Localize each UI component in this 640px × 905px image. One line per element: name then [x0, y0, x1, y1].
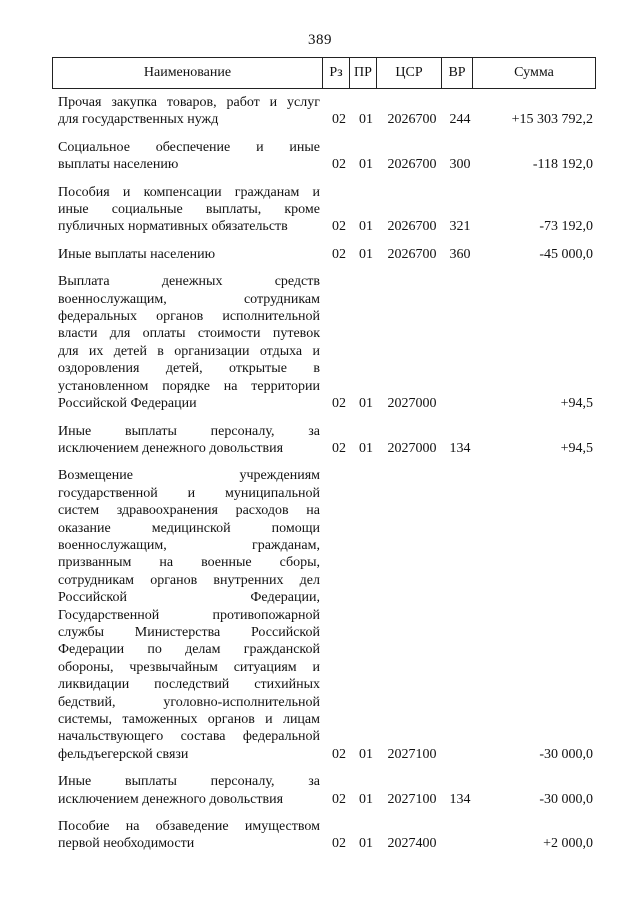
row-csr: 2026700 — [387, 112, 437, 128]
row-pr: 01 — [359, 791, 373, 807]
row-rz: 02 — [332, 746, 346, 762]
row-name-line: исключением денежного довольствия — [58, 791, 284, 807]
column-header-sum: Сумма — [473, 58, 596, 89]
row-pr: 01 — [359, 440, 373, 456]
table-row — [52, 423, 595, 458]
row-name-line: Социальное обеспечение и иные — [58, 139, 320, 155]
table-header — [52, 57, 596, 89]
row-sum: -118 192,0 — [532, 157, 593, 173]
row-csr: 2027000 — [387, 440, 437, 456]
column-header-pr: ПР — [350, 58, 377, 89]
row-name — [58, 773, 320, 808]
row-rz: 02 — [332, 157, 346, 173]
row-csr: 2026700 — [387, 246, 437, 262]
row-name-line: обороны, чрезвычайным ситуациям и — [58, 659, 320, 675]
row-name-line: выплаты населению — [58, 157, 179, 173]
row-sum: -30 000,0 — [539, 746, 593, 762]
row-vr: 134 — [449, 791, 471, 807]
row-sum: -45 000,0 — [539, 246, 593, 262]
row-vr: 134 — [449, 440, 471, 456]
row-name-line: Государственной противопожарной — [58, 607, 320, 623]
row-rz: 02 — [332, 396, 346, 412]
row-csr: 2027400 — [387, 836, 437, 852]
row-name — [58, 818, 320, 853]
row-rz: 02 — [332, 246, 346, 262]
row-pr: 01 — [359, 219, 373, 235]
row-name-line: Пособие на обзаведение имуществом — [58, 819, 320, 835]
row-name-line: власти для оплаты стоимости путевок — [58, 326, 320, 342]
table-row — [52, 273, 595, 412]
row-name-line: федеральных органов исполнительной — [58, 309, 320, 325]
row-name-line: Пособия и компенсации гражданам и — [58, 184, 320, 200]
row-name-line: систем здравоохранения расходов на — [58, 503, 320, 519]
column-header-name: Наименование — [53, 58, 323, 89]
column-header-rz: Рз — [323, 58, 350, 89]
row-rz: 02 — [332, 440, 346, 456]
row-name-line: оказание медицинской помощи — [58, 520, 320, 536]
row-name — [58, 467, 320, 763]
row-sum: +15 303 792,2 — [511, 112, 593, 128]
row-csr: 2027000 — [387, 396, 437, 412]
row-name — [58, 246, 320, 263]
row-name-line: бедствий, уголовно-исполнительной — [58, 694, 320, 710]
row-name-line: Российской Федерации, — [58, 590, 320, 606]
row-name-line: для их детей в организации отдыха и — [58, 343, 320, 359]
row-name-line: Иные выплаты персоналу, за — [58, 423, 320, 439]
row-sum: +94,5 — [560, 440, 593, 456]
row-sum: -30 000,0 — [539, 791, 593, 807]
row-pr: 01 — [359, 112, 373, 128]
table-row — [52, 94, 595, 129]
row-name-line: фельдъегерской связи — [58, 746, 189, 762]
row-vr: 300 — [449, 157, 471, 173]
row-name-line: ликвидации последствий стихийных — [58, 677, 320, 693]
row-pr: 01 — [359, 396, 373, 412]
row-name-line: иные социальные выплаты, кроме — [58, 202, 320, 218]
row-sum: +2 000,0 — [543, 836, 593, 852]
row-pr: 01 — [359, 746, 373, 762]
row-name-line: государственной и муниципальной — [58, 485, 320, 501]
row-name — [58, 273, 320, 412]
row-name-line: военнослужащим, сотрудникам — [58, 291, 320, 307]
row-name-line: Федерации по делам гражданской — [58, 642, 320, 658]
row-name-line: системы, таможенных органов и лицам — [58, 712, 320, 727]
column-header-vr: ВР — [442, 58, 473, 89]
row-rz: 02 — [332, 791, 346, 807]
row-csr: 2027100 — [387, 746, 437, 762]
row-name-line: призванным на военные сборы, — [58, 555, 320, 571]
table-row — [52, 184, 595, 236]
row-name-line: службы Министерства Российской — [58, 624, 320, 640]
row-csr: 2026700 — [387, 219, 437, 235]
row-name-line: публичных нормативных обязательств — [58, 219, 288, 235]
row-name-line: Выплата денежных средств — [58, 274, 320, 290]
row-pr: 01 — [359, 157, 373, 173]
row-name-line: для государственных нужд — [58, 112, 219, 128]
row-sum: -73 192,0 — [539, 219, 593, 235]
row-pr: 01 — [359, 836, 373, 852]
row-rz: 02 — [332, 219, 346, 235]
table-row — [52, 246, 595, 263]
row-name-line: первой необходимости — [58, 836, 195, 852]
page-number: 389 — [308, 32, 332, 48]
row-name-line: сотрудникам органов внутренних дел — [58, 572, 320, 588]
row-name — [58, 423, 320, 458]
row-vr: 321 — [449, 219, 471, 235]
row-vr: 244 — [449, 112, 471, 128]
row-pr: 01 — [359, 246, 373, 262]
table-row — [52, 818, 595, 853]
row-name-line: Иные выплаты населению — [58, 246, 216, 262]
row-name-line: Российской Федерации — [58, 396, 197, 412]
row-name — [58, 139, 320, 174]
row-name — [58, 94, 320, 129]
row-csr: 2027100 — [387, 791, 437, 807]
row-name-line: Иные выплаты персоналу, за — [58, 774, 320, 790]
row-rz: 02 — [332, 112, 346, 128]
row-rz: 02 — [332, 836, 346, 852]
table-body — [52, 94, 595, 863]
row-name-line: исключением денежного довольствия — [58, 440, 284, 456]
table-row — [52, 467, 595, 763]
row-name-line: установленном порядке на территории — [58, 378, 320, 394]
row-csr: 2026700 — [387, 157, 437, 173]
row-sum: +94,5 — [560, 396, 593, 412]
row-name — [58, 184, 320, 236]
table-row — [52, 773, 595, 808]
row-name-line: военнослужащим, гражданам, — [58, 537, 320, 553]
column-header-csr: ЦСР — [377, 58, 442, 89]
row-name-line: оздоровления детей, открытые в — [58, 361, 320, 377]
row-name-line: Прочая закупка товаров, работ и услуг — [58, 95, 320, 110]
row-name-line: Возмещение учреждениям — [58, 468, 320, 484]
row-name-line: начальствующего состава федеральной — [58, 729, 320, 745]
row-vr: 360 — [449, 246, 471, 262]
table-row — [52, 139, 595, 174]
